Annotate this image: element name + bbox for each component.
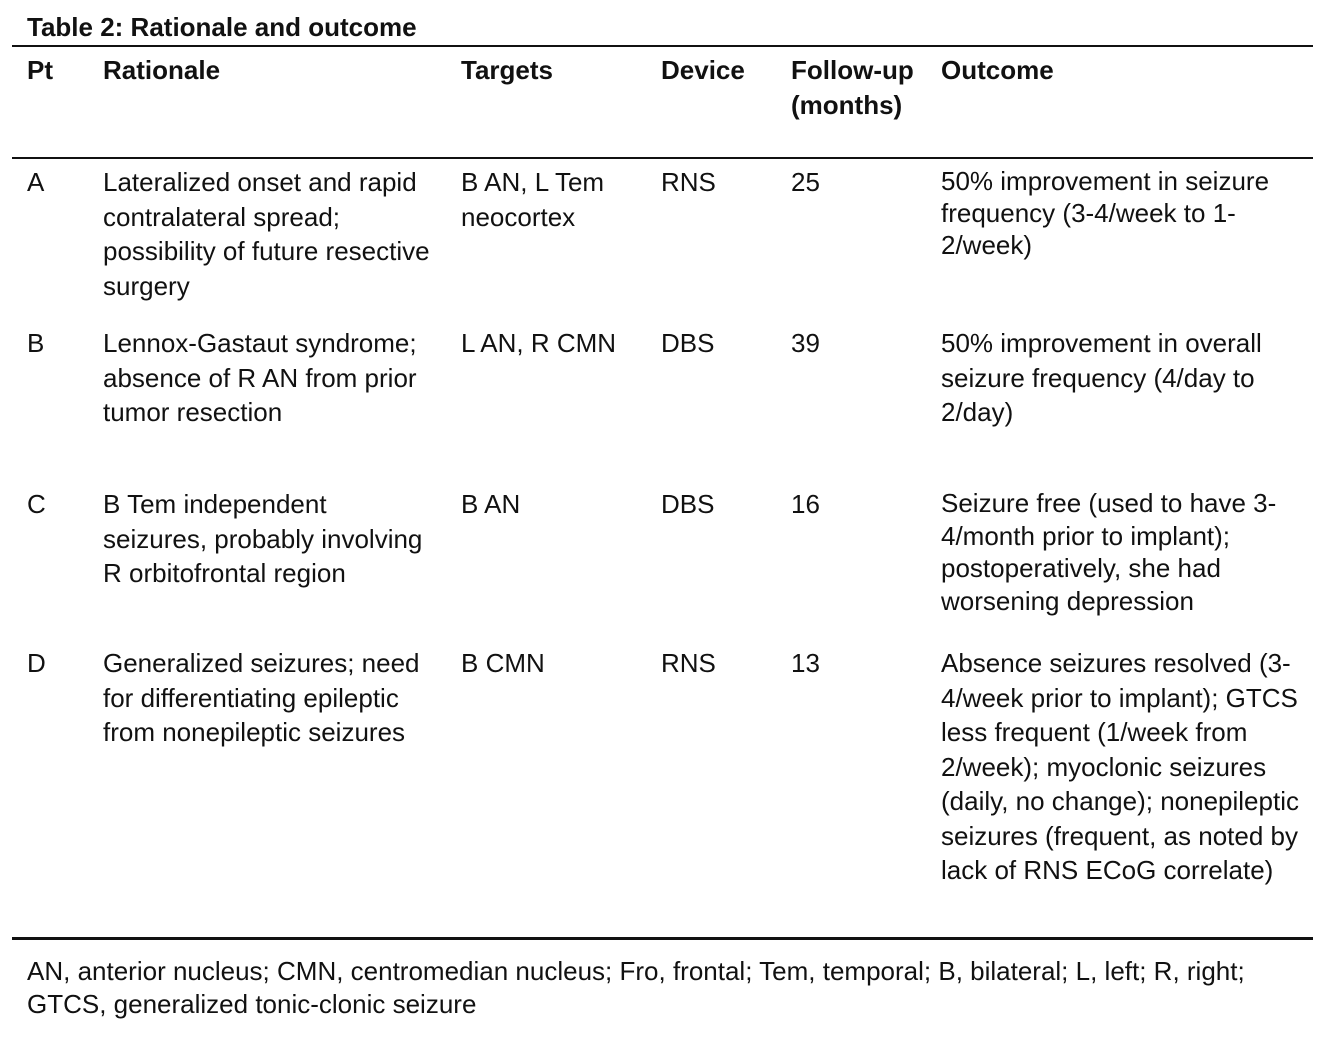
row-b-rationale: Lennox-Gastaut syndrome; absence of R AN from prior tumor resection — [103, 328, 417, 427]
row-b-outcome: 50% improvement in overall seizure frequency (4/day to 2/day) — [941, 328, 1262, 427]
row-a-targets: B AN, L Tem neocortex — [461, 167, 605, 232]
table-footnote: AN, anterior nucleus; CMN, centromedian nucleus; Fro, frontal; Tem, temporal; B, bilateral; L, left; R, right; GTCS, generalized tonic-clonic seizure — [27, 956, 1245, 1019]
row-d-outcome: Absence seizures resolved (3-4/week prior to implant); GTCS less frequent (1/week from 2/week); myoclonic seizures (daily, no change); nonepileptic seizures (frequent, as noted by lack of RNS ECoG correlate) — [941, 648, 1299, 885]
row-d-followup: 13 — [791, 648, 820, 678]
row-d-device: RNS — [661, 648, 716, 678]
header-followup: Follow-up (months) — [791, 55, 914, 120]
row-a-outcome: 50% improvement in seizure frequency (3-4/week to 1-2/week) — [941, 166, 1270, 260]
row-c-targets: B AN — [461, 489, 521, 519]
header-rationale: Rationale — [103, 55, 221, 85]
row-b-followup: 39 — [791, 328, 820, 358]
header-outcome: Outcome — [941, 55, 1054, 85]
row-d-rationale: Generalized seizures; need for differentiating epileptic from nonepileptic seizures — [103, 648, 420, 747]
row-a-followup: 25 — [791, 167, 820, 197]
row-c-rationale: B Tem independent seizures, probably involving R orbitofrontal region — [103, 489, 423, 588]
row-a-pt: A — [27, 167, 45, 197]
row-c-pt: C — [27, 489, 46, 519]
row-c-device: DBS — [661, 489, 715, 519]
row-b-pt: B — [27, 328, 45, 358]
row-b-targets: L AN, R CMN — [461, 328, 617, 358]
table-title: Table 2: Rationale and outcome — [27, 12, 417, 42]
row-d-pt: D — [27, 648, 46, 678]
row-b-device: DBS — [661, 328, 715, 358]
table-header-rule — [12, 157, 1313, 159]
row-c-outcome: Seizure free (used to have 3-4/month prior to implant); postoperatively, she had worsening depression — [941, 488, 1277, 616]
table-top-rule — [12, 45, 1313, 47]
header-pt: Pt — [27, 55, 53, 85]
table-bottom-rule — [12, 937, 1313, 940]
header-device: Device — [661, 55, 745, 85]
row-a-rationale: Lateralized onset and rapid contralateral spread; possibility of future resective surgery — [103, 167, 430, 301]
row-d-targets: B CMN — [461, 648, 545, 678]
header-targets: Targets — [461, 55, 553, 85]
row-a-device: RNS — [661, 167, 716, 197]
row-c-followup: 16 — [791, 489, 820, 519]
